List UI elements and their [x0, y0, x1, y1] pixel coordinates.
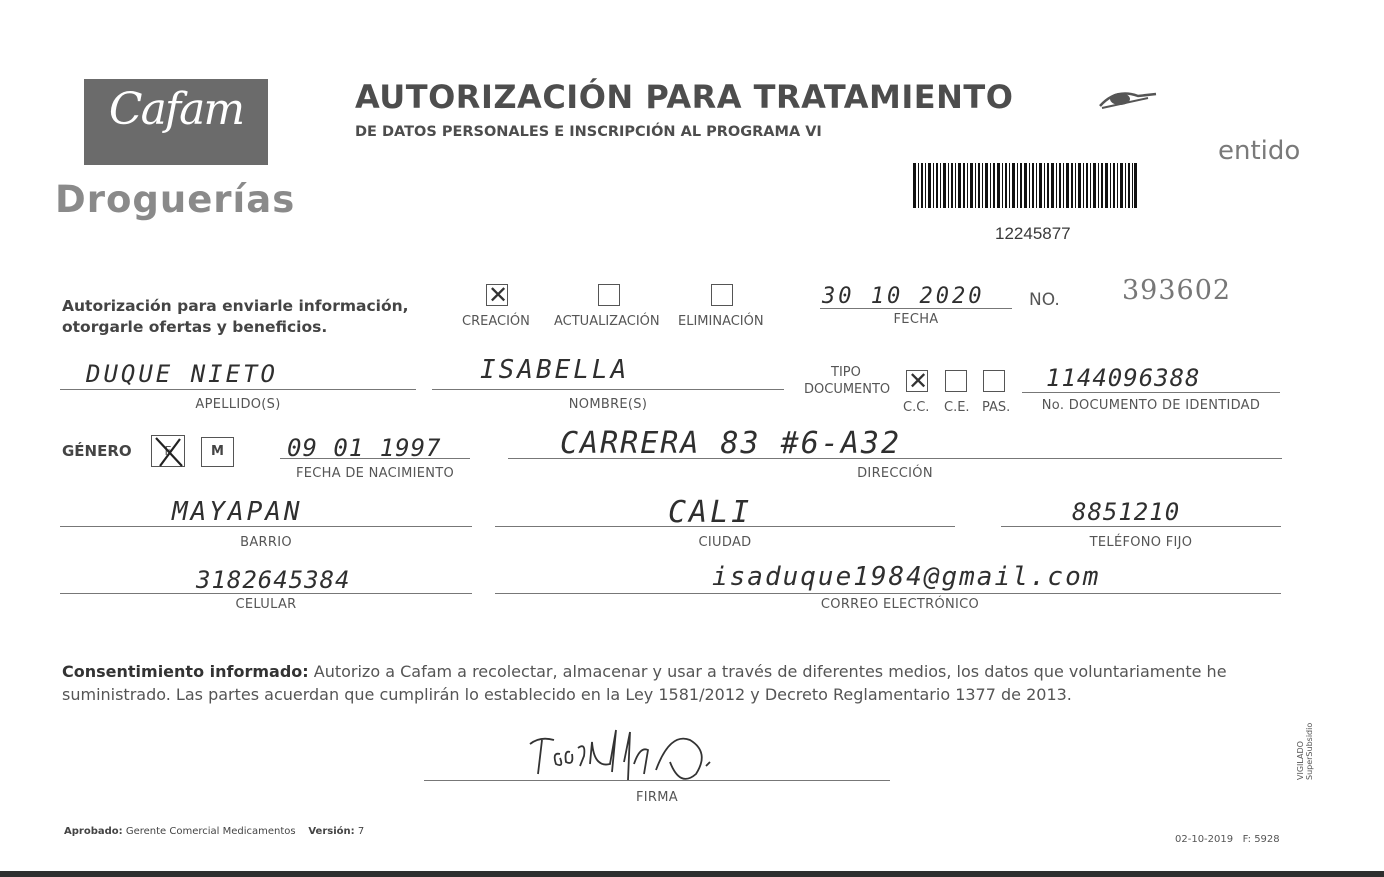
consent-line-1: Autorizo a Cafam a recolectar, almacenar y usar a través de diferentes medios, los datos que voluntariamente he: [308, 662, 1227, 681]
birth-date-label: FECHA DE NACIMIENTO: [295, 466, 455, 481]
ce-label: C.E.: [944, 400, 970, 415]
tipo-label: TIPO: [831, 365, 861, 380]
ciudad-value[interactable]: CALI: [668, 495, 753, 530]
address-label: DIRECCIÓN: [857, 466, 933, 481]
documento-label: DOCUMENTO: [804, 382, 891, 397]
celular-label: CELULAR: [235, 597, 297, 612]
signature-underline: [424, 780, 890, 781]
signature-label: FIRMA: [636, 790, 678, 805]
celular-underline: [60, 593, 472, 594]
barrio-value[interactable]: MAYAPAN: [172, 497, 303, 527]
consent-paragraph: [62, 660, 1282, 706]
actualizacion-checkbox[interactable]: [598, 284, 620, 306]
barcode: [913, 163, 1137, 208]
correo-underline: [495, 593, 1281, 594]
apellidos-value[interactable]: DUQUE NIETO: [86, 360, 278, 388]
ciudad-underline: [495, 526, 955, 527]
footer-approval: Aprobado: Gerente Comercial Medicamentos Versión: 7: [64, 826, 365, 837]
nombre-label: NOMBRE(S): [568, 397, 648, 412]
telefono-underline: [1001, 526, 1281, 527]
actualizacion-label: ACTUALIZACIÓN: [554, 314, 660, 329]
barcode-number: 12245877: [995, 224, 1071, 243]
telefono-label: TELÉFONO FIJO: [1089, 535, 1193, 550]
authorization-text: Autorización para enviarle información, otorgarle ofertas y beneficios.: [62, 297, 409, 336]
barrio-label: BARRIO: [240, 535, 292, 550]
nombre-value[interactable]: ISABELLA: [480, 355, 630, 385]
corner-text: entido: [1218, 136, 1301, 166]
birth-date-underline: [280, 458, 470, 459]
telefono-value[interactable]: 8851210: [1072, 498, 1181, 526]
logo-subtitle: Droguerías: [55, 178, 296, 221]
scan-bottom-edge: [0, 871, 1384, 877]
ciudad-label: CIUDAD: [698, 535, 752, 550]
address-value[interactable]: CARRERA 83 #6-A32: [560, 426, 902, 461]
gender-f-checkbox[interactable]: F: [151, 435, 185, 467]
apellidos-underline: [60, 389, 416, 390]
eliminacion-checkbox[interactable]: [711, 284, 733, 306]
cafam-logo: Cafam: [108, 84, 244, 135]
document-subtitle: DE DATOS PERSONALES E INSCRIPCIÓN AL PROGRAMA VI: [355, 124, 822, 140]
correo-value[interactable]: isaduque1984@gmail.com: [712, 562, 1101, 592]
creacion-checkbox[interactable]: [486, 281, 509, 309]
check-x-mark: ✕: [907, 367, 929, 395]
number-label: NO.: [1029, 290, 1060, 310]
check-x-mark: [152, 436, 186, 468]
ce-checkbox[interactable]: [945, 370, 967, 392]
brand-eye-icon: [1098, 84, 1160, 112]
pas-label: PAS.: [982, 400, 1011, 415]
nombre-underline: [432, 389, 784, 390]
doc-number-underline: [1022, 392, 1280, 393]
cc-label: C.C.: [903, 400, 930, 415]
footer-codes: 02-10-2019 F: 5928: [1175, 834, 1280, 845]
creacion-label: CREACIÓN: [462, 314, 530, 329]
pas-checkbox[interactable]: [983, 370, 1005, 392]
apellidos-label: APELLIDO(S): [195, 397, 281, 412]
consent-heading: Consentimiento informado:: [62, 662, 309, 681]
doc-number-value[interactable]: 1144096388: [1046, 364, 1201, 392]
genero-label: GÉNERO: [62, 442, 132, 460]
fecha-label: FECHA: [893, 312, 939, 327]
celular-value[interactable]: 3182645384: [196, 566, 351, 594]
correo-label: CORREO ELECTRÓNICO: [820, 597, 980, 612]
document-title: AUTORIZACIÓN PARA TRATAMIENTO: [355, 78, 1014, 116]
check-x-mark: ✕: [487, 281, 509, 309]
eliminacion-label: ELIMINACIÓN: [678, 314, 764, 329]
fecha-underline: [820, 308, 1012, 309]
address-underline: [508, 458, 1282, 459]
doc-number-label: No. DOCUMENTO DE IDENTIDAD: [1041, 398, 1261, 413]
form-number: 393602: [1122, 275, 1232, 306]
birth-date-value[interactable]: 09 01 1997: [287, 434, 442, 462]
barrio-underline: [60, 526, 472, 527]
supersubsidio-side-text: VIGILADO SuperSubsidio: [1296, 722, 1314, 780]
cc-checkbox[interactable]: [906, 367, 929, 395]
gender-m-checkbox[interactable]: M: [201, 437, 234, 467]
fecha-value[interactable]: 30 10 2020: [822, 284, 985, 309]
consent-line-2: suministrado. Las partes acuerdan que cumplirán lo establecido en la Ley 1581/2012 y Decreto Reglamentario 1377 de 2013.: [62, 685, 1072, 704]
